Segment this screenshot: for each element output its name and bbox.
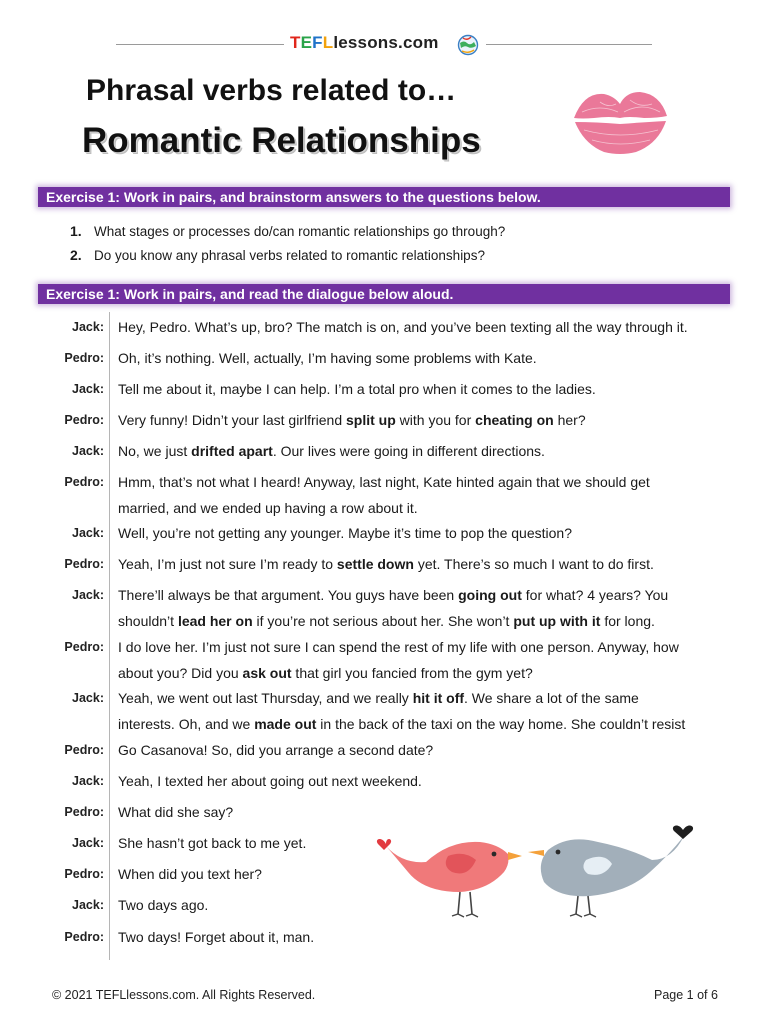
dialogue-line: Yeah, I’m just not sure I’m ready to settle down yet. There’s so much I want to do first. bbox=[118, 556, 654, 572]
dialogue-line: Go Casanova! So, did you arrange a second date? bbox=[118, 742, 434, 758]
footer-page-number: Page 1 of 6 bbox=[654, 988, 718, 1002]
dialogue-line: Oh, it’s nothing. Well, actually, I’m having some problems with Kate. bbox=[118, 350, 537, 366]
phrasal-verb: put up with it bbox=[513, 613, 601, 629]
dialogue-line: There’ll always be that argument. You guys have been going out for what? 4 years? You bbox=[118, 587, 669, 603]
dialogue-divider bbox=[109, 312, 110, 960]
phrasal-verb: lead her on bbox=[177, 613, 253, 629]
phrasal-verb: ask out bbox=[242, 665, 292, 681]
dialogue-line: about you? Did you ask out that girl you fancied from the gym yet? bbox=[118, 665, 533, 681]
dialogue-line: Hey, Pedro. What’s up, bro? The match is on, and you’ve been texting all the way through it. bbox=[118, 319, 688, 335]
dialogue-line: Yeah, I texted her about going out next weekend. bbox=[118, 773, 422, 789]
dialogue-speaker: Jack: bbox=[72, 444, 104, 458]
dialogue-speaker: Pedro: bbox=[64, 475, 104, 489]
question-1-text: What stages or processes do/can romantic relationships go through? bbox=[94, 224, 506, 239]
dialogue-speaker: Pedro: bbox=[64, 805, 104, 819]
header-rule-left bbox=[116, 44, 284, 45]
dialogue-line: Two days! Forget about it, man. bbox=[118, 929, 315, 945]
exercise-1-heading: Exercise 1: Work in pairs, and brainstorm answers to the questions below. bbox=[38, 187, 730, 207]
dialogue-speaker: Jack: bbox=[72, 898, 104, 912]
question-1-number: 1. bbox=[70, 223, 82, 239]
dialogue-speaker: Pedro: bbox=[64, 930, 104, 944]
globe-icon bbox=[457, 34, 479, 56]
dialogue-line: Well, you’re not getting any younger. Maybe it’s time to pop the question? bbox=[118, 525, 572, 541]
dialogue-line: I do love her. I’m just not sure I can spend the rest of my life with one person. Anyway, how bbox=[118, 639, 679, 655]
dialogue-line: When did you text her? bbox=[118, 866, 262, 882]
dialogue-speaker: Pedro: bbox=[64, 351, 104, 365]
dialogue-line: shouldn’t lead her on if you’re not serious about her. She won’t put up with it for long. bbox=[118, 613, 655, 629]
exercise-2-heading: Exercise 1: Work in pairs, and read the dialogue below aloud. bbox=[38, 284, 730, 304]
dialogue-speaker: Jack: bbox=[72, 774, 104, 788]
dialogue-speaker: Pedro: bbox=[64, 413, 104, 427]
header-rule-right bbox=[486, 44, 652, 45]
dialogue-line: No, we just drifted apart. Our lives were going in different directions. bbox=[118, 443, 545, 459]
phrasal-verb: cheating on bbox=[475, 412, 554, 428]
question-2-number: 2. bbox=[70, 247, 82, 263]
dialogue-line: Yeah, we went out last Thursday, and we really hit it off. We share a lot of the same bbox=[118, 690, 639, 706]
dialogue-speaker: Pedro: bbox=[64, 743, 104, 757]
question-2-text: Do you know any phrasal verbs related to romantic relationships? bbox=[94, 248, 485, 263]
dialogue-line: Very funny! Didn’t your last girlfriend split up with you for cheating on her? bbox=[118, 412, 586, 428]
dialogue-line: Hmm, that’s not what I heard! Anyway, last night, Kate hinted again that we should get bbox=[118, 474, 650, 490]
love-birds-image bbox=[372, 820, 698, 928]
title-line-1: Phrasal verbs related to… bbox=[86, 74, 457, 107]
dialogue-speaker: Jack: bbox=[72, 836, 104, 850]
dialogue-line: Two days ago. bbox=[118, 897, 209, 913]
dialogue-speaker: Jack: bbox=[72, 691, 104, 705]
dialogue-speaker: Pedro: bbox=[64, 867, 104, 881]
site-logo: TEFLlessons.com bbox=[290, 33, 439, 52]
footer-copyright: © 2021 TEFLlessons.com. All Rights Reserved. bbox=[52, 988, 316, 1002]
title-line-2: Romantic Relationships bbox=[82, 121, 481, 160]
phrasal-verb: made out bbox=[254, 716, 317, 732]
lips-kiss-image bbox=[570, 82, 670, 160]
phrasal-verb: drifted apart bbox=[191, 443, 273, 459]
phrasal-verb: settle down bbox=[336, 556, 414, 572]
phrasal-verb: going out bbox=[458, 587, 522, 603]
dialogue-line: She hasn’t got back to me yet. bbox=[118, 835, 307, 851]
dialogue-speaker: Jack: bbox=[72, 382, 104, 396]
phrasal-verb: split up bbox=[346, 412, 396, 428]
dialogue-speaker: Jack: bbox=[72, 320, 104, 334]
dialogue-speaker: Pedro: bbox=[64, 557, 104, 571]
dialogue-line: Tell me about it, maybe I can help. I’m a total pro when it comes to the ladies. bbox=[118, 381, 596, 397]
dialogue-line: interests. Oh, and we made out in the back of the taxi on the way home. She couldn’t resist bbox=[118, 716, 686, 732]
dialogue-line: What did she say? bbox=[118, 804, 234, 820]
dialogue-speaker: Jack: bbox=[72, 526, 104, 540]
dialogue-speaker: Jack: bbox=[72, 588, 104, 602]
phrasal-verb: hit it off bbox=[412, 690, 465, 706]
dialogue-speaker: Pedro: bbox=[64, 640, 104, 654]
dialogue-line: married, and we ended up having a row about it. bbox=[118, 500, 418, 516]
